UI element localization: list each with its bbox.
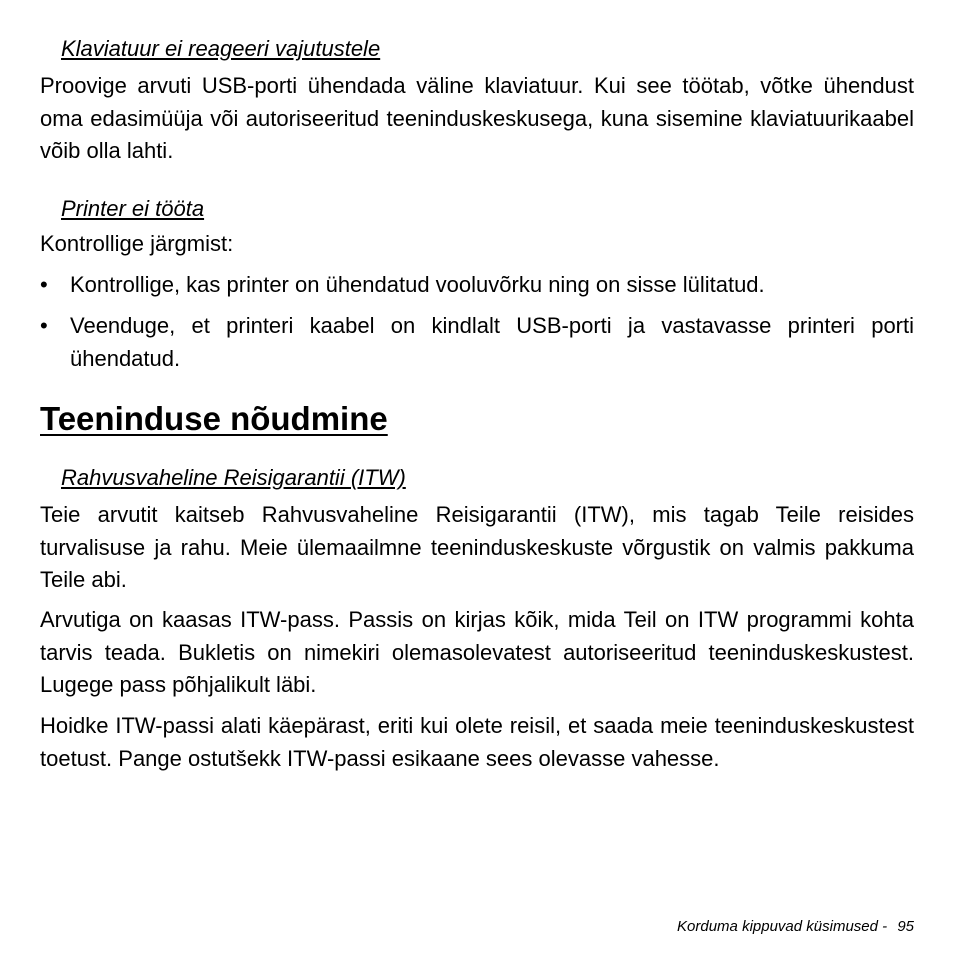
list-item-text: Veenduge, et printeri kaabel on kindlalt USB-porti ja vastavasse printeri porti ühendatud. xyxy=(70,313,914,371)
page-footer xyxy=(677,918,914,936)
list-item-text: Kontrollige, kas printer on ühendatud vooluvõrku ning on sisse lülitatud. xyxy=(70,272,765,297)
list-item xyxy=(40,269,914,302)
footer-section-title: Korduma kippuvad küsimused - xyxy=(677,918,888,935)
paragraph-itw-3: Hoidke ITW-passi alati käepärast, eriti kui olete reisil, et saada meie teeninduskeskustest toetust. Pange ostutšekk ITW-passi esikaane sees olevasse vahesse. xyxy=(40,713,914,771)
list-item xyxy=(40,310,914,375)
subheading-printer: Printer ei tööta xyxy=(61,196,205,221)
bullet-icon: • xyxy=(40,313,48,338)
paragraph-keyboard: Proovige arvuti USB-porti ühendada väline klaviatuur. Kui see töötab, võtke ühendust oma edasimüüja või autoriseeritud teeninduskeskusega, kuna sisemine klaviatuurikaabel võib olla lahti. xyxy=(40,73,914,163)
subheading-itw: Rahvusvaheline Reisigarantii (ITW) xyxy=(61,465,406,490)
subheading-keyboard: Klaviatuur ei reageeri vajutustele xyxy=(61,36,381,61)
section-heading: Teeninduse nõudmine xyxy=(40,400,388,437)
paragraph-itw-1: Teie arvutit kaitseb Rahvusvaheline Reisigarantii (ITW), mis tagab Teile reisides turvalisuse ja rahu. Meie ülemaailmne teeninduskeskuste võrgustik on valmis pakkuma Teile abi. xyxy=(40,502,914,592)
bullet-icon: • xyxy=(40,272,48,297)
paragraph-printer-intro: Kontrollige järgmist: xyxy=(40,231,234,256)
page-number: 95 xyxy=(897,918,914,935)
paragraph-itw-2: Arvutiga on kaasas ITW-pass. Passis on kirjas kõik, mida Teil on ITW programmi kohta tarvis teada. Bukletis on nimekiri olemasolevatest autoriseeritud teeninduskeskustest. Lugege pass põhjalikult läbi. xyxy=(40,607,914,697)
